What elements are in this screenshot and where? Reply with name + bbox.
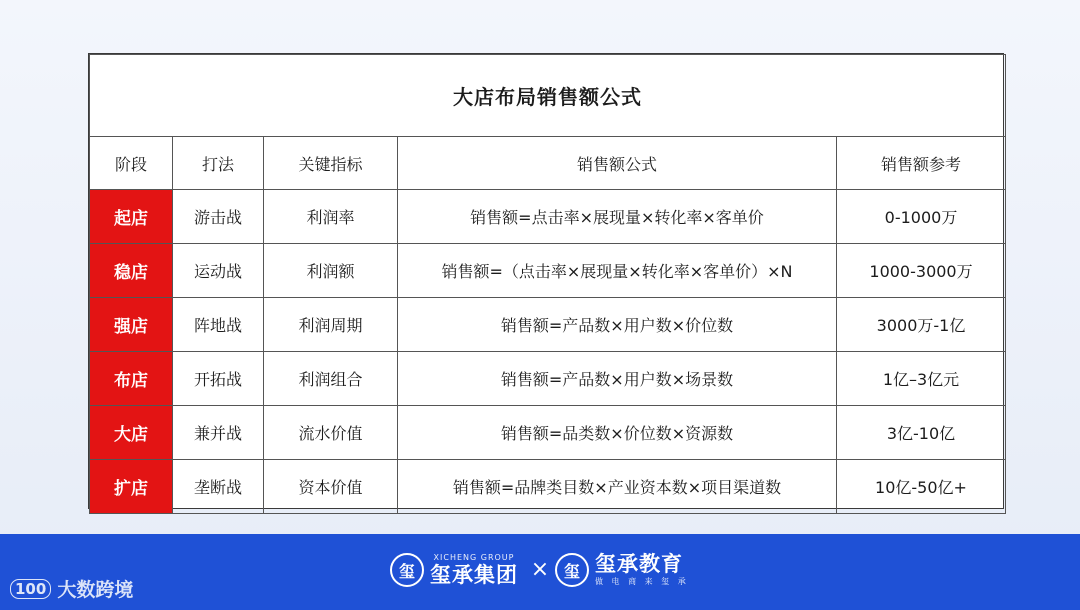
xicheng-seal-icon: 玺	[390, 553, 424, 587]
stage-cell: 布店	[90, 352, 173, 406]
xicheng-seal-icon: 玺	[555, 553, 589, 587]
metric-cell: 利润组合	[264, 352, 398, 406]
brand2-name: 玺承教育	[595, 552, 683, 576]
table-row	[90, 244, 1006, 298]
brand1-subtitle: XICHENG GROUP	[433, 553, 515, 562]
reference-cell: 3亿-10亿	[837, 406, 1006, 460]
metric-cell: 利润周期	[264, 298, 398, 352]
formula-table-card	[88, 53, 1004, 509]
formula-cell: 销售额=产品数×用户数×价位数	[398, 298, 837, 352]
tactic-cell: 运动战	[173, 244, 264, 298]
stage-cell: 强店	[90, 298, 173, 352]
formula-cell: 销售额=品牌类目数×产业资本数×项目渠道数	[398, 460, 837, 514]
stage-cell: 稳店	[90, 244, 173, 298]
tactic-cell: 垄断战	[173, 460, 264, 514]
metric-cell: 利润率	[264, 190, 398, 244]
reference-cell: 10亿-50亿+	[837, 460, 1006, 514]
metric-cell: 利润额	[264, 244, 398, 298]
collab-times-icon: ×	[530, 557, 550, 582]
formula-cell: 销售额=品类数×价位数×资源数	[398, 406, 837, 460]
header-formula: 销售额公式	[398, 137, 837, 190]
tactic-cell: 游击战	[173, 190, 264, 244]
brand1-name: 玺承集团	[430, 563, 518, 587]
tactic-cell: 开拓战	[173, 352, 264, 406]
xicheng-group-logo	[390, 548, 518, 592]
formula-cell: 销售额=点击率×展现量×转化率×客单价	[398, 190, 837, 244]
watermark	[10, 575, 133, 602]
table-row	[90, 298, 1006, 352]
tactic-cell: 阵地战	[173, 298, 264, 352]
formula-cell: 销售额=（点击率×展现量×转化率×客单价）×N	[398, 244, 837, 298]
xicheng-education-logo	[555, 548, 689, 592]
metric-cell: 流水价值	[264, 406, 398, 460]
table-row	[90, 190, 1006, 244]
table-row	[90, 352, 1006, 406]
table-title: 大店布局销售额公式	[90, 55, 1006, 137]
header-reference: 销售额参考	[837, 137, 1006, 190]
table-row	[90, 406, 1006, 460]
header-stage: 阶段	[90, 137, 173, 190]
stage-cell: 扩店	[90, 460, 173, 514]
brand2-slogan: 做 电 商 来 玺 承	[595, 577, 689, 586]
stage-cell: 大店	[90, 406, 173, 460]
tactic-cell: 兼并战	[173, 406, 264, 460]
formula-table	[89, 54, 1006, 514]
reference-cell: 1亿–3亿元	[837, 352, 1006, 406]
reference-cell: 1000-3000万	[837, 244, 1006, 298]
watermark-logo-icon: 100	[10, 579, 51, 599]
reference-cell: 0-1000万	[837, 190, 1006, 244]
table-row	[90, 460, 1006, 514]
watermark-text: 大数跨境	[57, 579, 134, 601]
stage-cell: 起店	[90, 190, 173, 244]
formula-cell: 销售额=产品数×用户数×场景数	[398, 352, 837, 406]
metric-cell: 资本价值	[264, 460, 398, 514]
header-metric: 关键指标	[264, 137, 398, 190]
reference-cell: 3000万-1亿	[837, 298, 1006, 352]
table-header-row	[90, 137, 1006, 190]
header-tactic: 打法	[173, 137, 264, 190]
